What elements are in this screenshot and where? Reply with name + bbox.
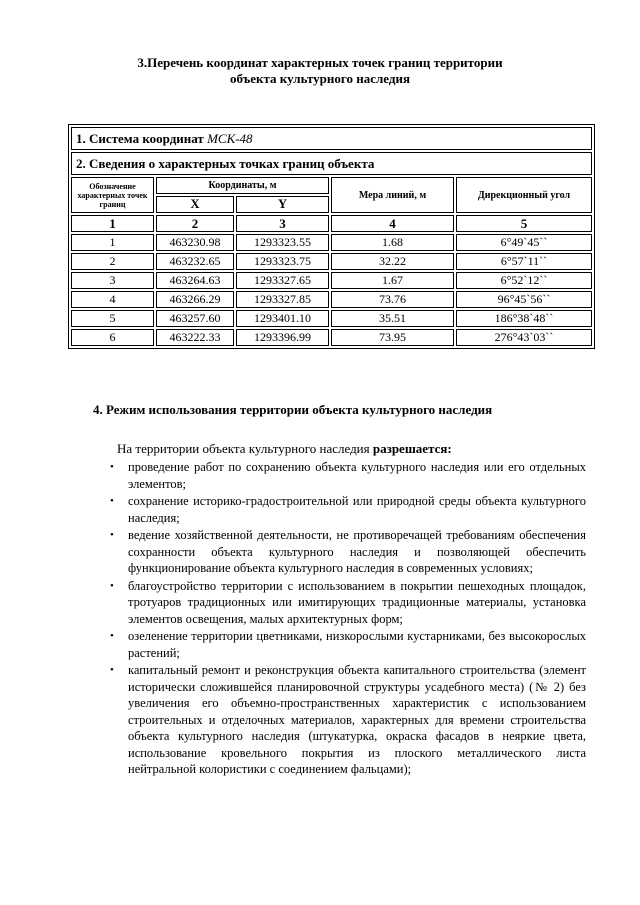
column-number: 5: [456, 215, 592, 232]
coord-x: 463230.98: [156, 234, 234, 251]
line-measure: 32.22: [331, 253, 454, 270]
coord-system-label: 1. Система координат: [76, 131, 208, 146]
coord-y: 1293327.85: [236, 291, 329, 308]
header-line-measure: Мера линий, м: [331, 177, 454, 213]
list-item: [108, 628, 586, 661]
list-item-text: проведение работ по сохранению объекта культурного наследия или его отдельных элементов;: [128, 460, 586, 491]
list-item: [108, 459, 586, 492]
table-row: [71, 310, 592, 327]
line-measure: 73.76: [331, 291, 454, 308]
coord-system-cell: [71, 127, 592, 150]
direction-angle: 6°57`11``: [456, 253, 592, 270]
coord-y: 1293401.10: [236, 310, 329, 327]
list-item-text: ведение хозяйственной деятельности, не противоречащей требованиям обеспечения сохранности объекта культурного наследия и позволяющей обеспечить функционирование объекта культурного наследия в современных условиях;: [128, 528, 586, 575]
coord-x: 463222.33: [156, 329, 234, 346]
point-number: 6: [71, 329, 154, 346]
line-measure: 35.51: [331, 310, 454, 327]
bullet-icon: •: [110, 461, 114, 473]
header-point-designation: Обозначение характерных точек границ: [71, 177, 154, 213]
table-row: [71, 234, 592, 251]
title-line-2: объекта культурного наследия: [230, 71, 410, 86]
list-item: [108, 662, 586, 778]
point-number: 1: [71, 234, 154, 251]
coord-system-value: МСК-48: [207, 131, 253, 146]
list-item: [108, 527, 586, 577]
point-number: 5: [71, 310, 154, 327]
header-y: Y: [236, 196, 329, 213]
section-4-heading: 4. Режим использования территории объекта культурного наследия: [93, 402, 493, 417]
header-direction-angle: Дирекционный угол: [456, 177, 592, 213]
table-row: [71, 329, 592, 346]
coord-x: 463232.65: [156, 253, 234, 270]
list-item-text: озеленение территории цветниками, низкорослыми кустарниками, без высокорослых растений;: [128, 629, 586, 660]
point-number: 2: [71, 253, 154, 270]
list-item: [108, 493, 586, 526]
coord-system-row: [71, 127, 592, 150]
bullet-icon: •: [110, 495, 114, 507]
direction-angle: 6°49`45``: [456, 234, 592, 251]
allowed-list: [108, 459, 586, 779]
direction-angle: 6°52`12``: [456, 272, 592, 289]
coord-y: 1293396.99: [236, 329, 329, 346]
header-x: X: [156, 196, 234, 213]
coord-y: 1293323.55: [236, 234, 329, 251]
direction-angle: 276°43`03``: [456, 329, 592, 346]
table-row: [71, 291, 592, 308]
coord-y: 1293323.75: [236, 253, 329, 270]
table-row: [71, 253, 592, 270]
bullet-icon: •: [110, 529, 114, 541]
direction-angle: 186°38`48``: [456, 310, 592, 327]
coordinates-table: [68, 124, 595, 349]
line-measure: 73.95: [331, 329, 454, 346]
coord-y: 1293327.65: [236, 272, 329, 289]
column-numbers-row: [71, 215, 592, 232]
point-number: 4: [71, 291, 154, 308]
list-item-text: благоустройство территории с использованием в покрытии пешеходных площадок, тротуаров традиционных или имитирующих традиционные материалы, установка элементов освещения, малых архитектурных форм;: [128, 578, 586, 626]
list-item-text: сохранение историко-градостроительной или природной среды объекта культурного наследия;: [128, 494, 586, 525]
coord-x: 463257.60: [156, 310, 234, 327]
bullet-icon: •: [110, 630, 114, 642]
points-info-row: [71, 152, 592, 175]
column-number: 3: [236, 215, 329, 232]
intro-text: На территории объекта культурного наследия: [117, 441, 373, 456]
line-measure: 1.68: [331, 234, 454, 251]
list-item: [108, 578, 586, 628]
bullet-icon: •: [110, 579, 114, 592]
coord-x: 463264.63: [156, 272, 234, 289]
table-row: [71, 272, 592, 289]
line-measure: 1.67: [331, 272, 454, 289]
list-item-text: капитальный ремонт и реконструкция объекта капитального строительства (элемент исторически сложившейся планировочной структуры усадебного места) (№ 2) без увеличения его объемно-пространственных характеристик с использованием строительных и отделочных материалов, характерных для времени строительства объекта культурного наследия (штукатурка, окраска фасадов в неяркие цвета, использование кровельного покрытия из плоского металлического листа нейтральной колористики с соединением фальцами);: [128, 663, 586, 776]
header-coordinates: Координаты, м: [156, 177, 329, 194]
points-info-cell: 2. Сведения о характерных точках границ объекта: [71, 152, 592, 175]
coord-x: 463266.29: [156, 291, 234, 308]
column-number: 4: [331, 215, 454, 232]
direction-angle: 96°45`56``: [456, 291, 592, 308]
bullet-icon: •: [110, 664, 114, 676]
column-number: 1: [71, 215, 154, 232]
document-title: [80, 55, 560, 87]
header-row-1: [71, 177, 592, 194]
point-number: 3: [71, 272, 154, 289]
title-line-1: 3.Перечень координат характерных точек границ территории: [137, 55, 503, 70]
section-4-intro: [117, 441, 452, 457]
intro-allowed: разрешается:: [372, 441, 452, 456]
column-number: 2: [156, 215, 234, 232]
